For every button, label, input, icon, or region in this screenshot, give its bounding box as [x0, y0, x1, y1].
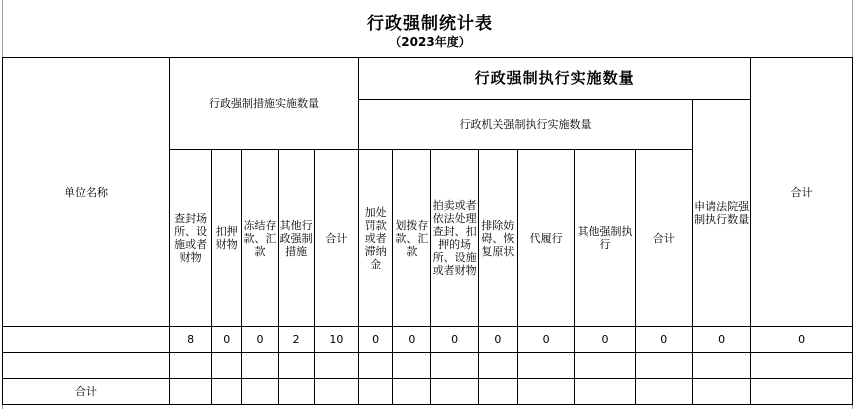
table-cell: 0 — [692, 327, 750, 353]
table-cell: 10 — [314, 327, 358, 353]
table-cell — [169, 379, 211, 405]
header-agency-col: 拍卖或者依法处理查封、扣押的场所、设施或者财物 — [431, 150, 478, 327]
header-grand-total: 合计 — [751, 58, 853, 327]
header-agency-col: 加处罚款或者滞纳金 — [359, 150, 393, 327]
table-cell — [517, 379, 574, 405]
header-measures-group: 行政强制措施实施数量 — [169, 58, 358, 150]
table-cell — [478, 379, 517, 405]
table-cell — [393, 379, 431, 405]
table-cell — [314, 353, 358, 379]
header-court-exec: 申请法院强制执行数量 — [692, 100, 750, 327]
table-cell — [635, 379, 692, 405]
header-agency-col: 其他强制执行 — [575, 150, 635, 327]
header-measure-col: 合计 — [314, 150, 358, 327]
table-cell — [212, 379, 242, 405]
header-agency-col: 代履行 — [517, 150, 574, 327]
table-cell — [393, 353, 431, 379]
header-measure-col: 扣押财物 — [212, 150, 242, 327]
table-cell: 0 — [478, 327, 517, 353]
table-cell — [517, 353, 574, 379]
header-agency-exec-group: 行政机关强制执行实施数量 — [359, 100, 693, 150]
page-title: 行政强制统计表 — [367, 14, 493, 34]
table-cell — [751, 379, 853, 405]
statistics-table — [2, 57, 853, 405]
row-unit-name — [3, 327, 170, 353]
table-cell — [314, 379, 358, 405]
header-agency-col: 排除妨碍、恢复原状 — [478, 150, 517, 327]
header-exec-group: 行政强制执行实施数量 — [359, 58, 751, 100]
table-cell: 0 — [517, 327, 574, 353]
table-cell — [692, 353, 750, 379]
table-cell — [478, 353, 517, 379]
table-cell: 0 — [635, 327, 692, 353]
table-cell — [278, 353, 314, 379]
table-cell — [242, 379, 278, 405]
table-cell: 2 — [278, 327, 314, 353]
header-measure-col: 查封场所、设施或者财物 — [169, 150, 211, 327]
header-agency-col: 合计 — [635, 150, 692, 327]
header-measure-col: 其他行政强制措施 — [278, 150, 314, 327]
header-agency-col: 划拨存款、汇款 — [393, 150, 431, 327]
table-cell — [575, 353, 635, 379]
page-subtitle: （2023年度） — [389, 35, 471, 49]
table-cell — [359, 379, 393, 405]
row-total-label: 合计 — [3, 379, 170, 405]
table-cell — [431, 353, 478, 379]
table-cell — [751, 353, 853, 379]
table-cell — [359, 353, 393, 379]
header-unit-name: 单位名称 — [3, 58, 170, 327]
table-cell — [242, 353, 278, 379]
table-cell: 0 — [212, 327, 242, 353]
table-row — [3, 327, 853, 353]
table-cell — [431, 379, 478, 405]
table-cell: 0 — [575, 327, 635, 353]
table-cell: 0 — [393, 327, 431, 353]
table-cell: 0 — [359, 327, 393, 353]
table-cell — [575, 379, 635, 405]
header-measure-col: 冻结存款、汇款 — [242, 150, 278, 327]
table-row — [3, 379, 853, 405]
table-cell: 8 — [169, 327, 211, 353]
table-cell — [212, 353, 242, 379]
table-cell — [169, 353, 211, 379]
table-cell: 0 — [242, 327, 278, 353]
table-cell — [692, 379, 750, 405]
table-cell — [278, 379, 314, 405]
row-unit-name — [3, 353, 170, 379]
table-cell: 0 — [431, 327, 478, 353]
table-row — [3, 353, 853, 379]
table-cell — [635, 353, 692, 379]
table-cell: 0 — [751, 327, 853, 353]
